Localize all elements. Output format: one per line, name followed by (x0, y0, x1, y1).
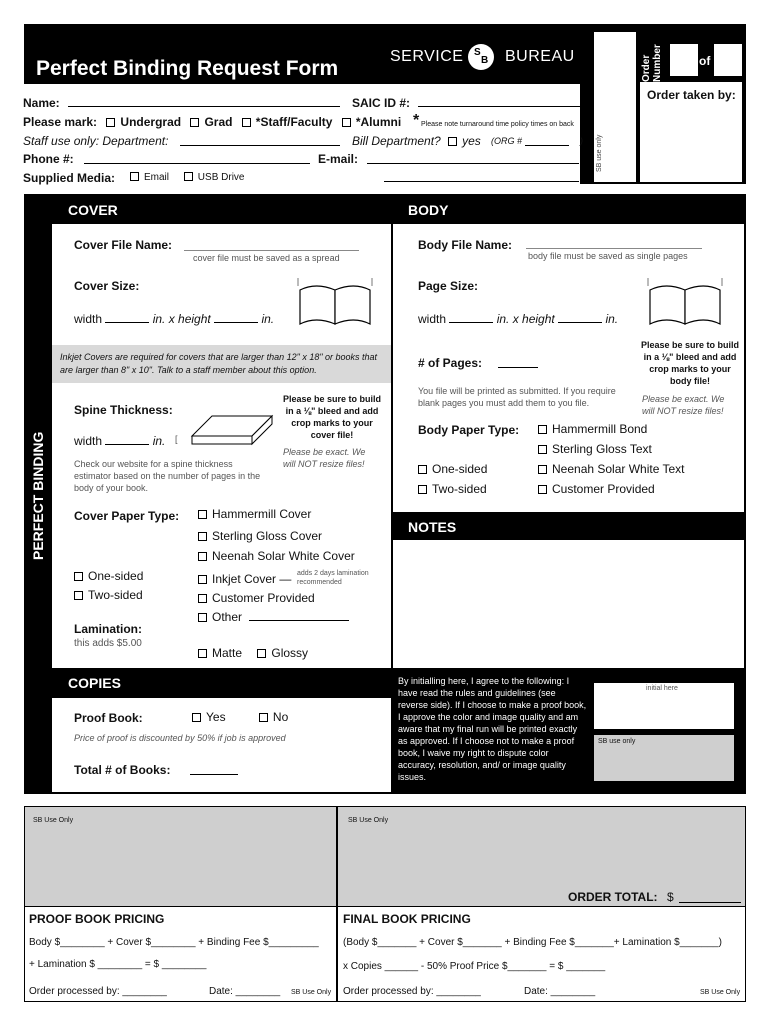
cover-paper-neenah (198, 549, 355, 563)
staff-label: *Staff/Faculty (255, 115, 333, 129)
sb-logo-icon (468, 44, 494, 70)
cover-neenah-label: Neenah Solar White Cover (212, 549, 355, 563)
logo-bureau: BUREAU (505, 48, 575, 65)
alumni-label: *Alumni (355, 115, 402, 129)
page-width-field[interactable] (449, 322, 493, 323)
cover-height-label: in. x height (152, 312, 211, 326)
cover-paper-customer (198, 591, 315, 605)
bill-dept-label: Bill Department? (352, 134, 441, 148)
spine-label: Spine Thickness: (74, 403, 173, 417)
cover-inkjet-label: Inkjet Cover — (212, 572, 292, 586)
sb-use-small-right: SB Use Only (700, 989, 741, 996)
processed-by-right: Order processed by: ________ (343, 986, 481, 997)
proof-no-label: No (272, 710, 289, 724)
proof-book-options (192, 710, 288, 724)
cover-two-sided-checkbox[interactable] (74, 591, 83, 600)
org-field[interactable] (525, 145, 569, 146)
email-label: E-mail: (318, 152, 359, 166)
sb-use-left-label: SB Use Only (33, 817, 74, 824)
cover-two-sided-label: Two-sided (88, 588, 143, 602)
please-mark-label: Please mark: (23, 115, 98, 129)
page-height-label: in. x height (496, 312, 555, 326)
body-neenah-label: Neenah Solar White Text (552, 462, 685, 476)
cover-heading: COVER (68, 202, 118, 218)
cover-other-checkbox[interactable] (198, 613, 207, 622)
body-sterling-checkbox[interactable] (538, 445, 547, 454)
open-book-icon (294, 276, 376, 328)
lamination-note: this adds $5.00 (74, 638, 142, 649)
cover-other-field[interactable] (249, 620, 349, 621)
page-size-label: Page Size: (418, 279, 479, 293)
page-size-row (418, 312, 618, 326)
processed-by-left: Order processed by: ________ (29, 986, 167, 997)
body-customer-label: Customer Provided (552, 482, 655, 496)
of-label: of (699, 54, 711, 68)
cover-hammermill-label: Hammermill Cover (212, 507, 312, 521)
media-usb-label: USB Drive (197, 172, 245, 183)
cover-one-sided-checkbox[interactable] (74, 572, 83, 581)
body-one-sided-checkbox[interactable] (418, 465, 427, 474)
cover-height-field[interactable] (214, 322, 258, 323)
body-paper-customer (538, 482, 655, 496)
body-sterling-label: Sterling Gloss Text (552, 442, 652, 456)
saic-label: SAIC ID #: (352, 96, 411, 110)
grad-checkbox[interactable] (190, 118, 199, 127)
cover-paper-inkjet (198, 572, 291, 586)
please-mark-row (23, 115, 401, 129)
pricing-hline (25, 906, 745, 907)
notes-area[interactable] (393, 540, 744, 668)
final-pricing-heading: FINAL BOOK PRICING (343, 912, 471, 926)
spine-width-field[interactable] (105, 444, 149, 445)
turnaround-note: Please note turnaround time policy times on back (421, 121, 574, 128)
logo-service: SERVICE (390, 48, 464, 65)
cover-width-field[interactable] (105, 322, 149, 323)
body-hammermill-checkbox[interactable] (538, 425, 547, 434)
body-paper-hammermill (538, 422, 647, 436)
cover-height-unit: in. (261, 312, 275, 326)
body-print-note: You file will be printed as submitted. If you require blank pages you must add them to you file. (418, 386, 616, 408)
cover-sterling-checkbox[interactable] (198, 532, 207, 541)
spine-width-unit: in. (152, 434, 166, 448)
body-file-field[interactable] (526, 248, 702, 249)
body-customer-checkbox[interactable] (538, 485, 547, 494)
initial-here: initial here (646, 685, 678, 692)
pages-field[interactable] (498, 367, 538, 368)
cover-other-label: Other (212, 610, 243, 624)
order-total-dollar: $ (667, 890, 674, 904)
org-label: (ORG # (491, 136, 523, 146)
copies-heading: COPIES (68, 675, 121, 691)
total-books-label: Total # of Books: (74, 763, 171, 777)
order-number-box[interactable] (670, 44, 698, 76)
body-two-sided (418, 482, 487, 496)
staff-dept-field[interactable] (180, 145, 340, 146)
bill-yes-checkbox[interactable] (448, 137, 457, 146)
side-label-wrap (30, 432, 46, 560)
cover-file-field[interactable] (184, 250, 359, 251)
cover-width-label: width (74, 312, 103, 326)
spine-bracket: [ (175, 434, 178, 444)
sb-use-only-vertical (596, 135, 603, 172)
bill-yes-label: yes (462, 134, 481, 148)
lamination-label: Lamination: (74, 622, 142, 636)
sb-use-only-vertical-text: SB use only (596, 134, 603, 172)
final-pricing-line1: (Body $_______ + Cover $_______ + Binding Fee $_______+ Lamination $_______) (343, 937, 722, 948)
order-total-box[interactable] (714, 44, 742, 76)
order-total-label: ORDER TOTAL: (568, 890, 658, 904)
page-title: Perfect Binding Request Form (36, 57, 339, 80)
body-one-sided (418, 462, 487, 476)
glossy-label: Glossy (271, 646, 309, 660)
cover-file-label: Cover File Name: (74, 238, 173, 252)
alumni-checkbox[interactable] (342, 118, 351, 127)
spine-width-label: width (74, 434, 103, 448)
date-right: Date: ________ (524, 986, 596, 997)
perfect-binding-label: PERFECT BINDING (30, 431, 46, 560)
org-close: ) (580, 136, 583, 146)
body-two-sided-checkbox[interactable] (418, 485, 427, 494)
cover-customer-checkbox[interactable] (198, 594, 207, 603)
glossy-checkbox[interactable] (257, 649, 266, 658)
body-file-label: Body File Name: (418, 238, 513, 252)
phone-label: Phone #: (23, 152, 74, 166)
order-taken-label: Order taken by: (647, 88, 736, 102)
logo-letter-s: S (474, 47, 481, 58)
book-spine-icon (190, 414, 274, 450)
proof-no-checkbox[interactable] (259, 713, 268, 722)
proof-pricing-heading: PROOF BOOK PRICING (29, 912, 165, 926)
media-email-checkbox[interactable] (130, 172, 139, 181)
body-exact-note: Please be exact. We will NOT resize files! (642, 394, 725, 416)
phone-field[interactable] (84, 163, 310, 164)
sb-use-small-left: SB Use Only (291, 989, 332, 996)
asterisk: * (413, 112, 420, 129)
sb-use-right-label: SB Use Only (348, 817, 389, 824)
body-paper-neenah (538, 462, 685, 476)
bill-dept-row (352, 134, 481, 148)
cover-paper-label: Cover Paper Type: (74, 509, 180, 523)
body-heading: BODY (408, 202, 449, 218)
spine-width-row (74, 434, 165, 448)
undergrad-checkbox[interactable] (106, 118, 115, 127)
matte-label: Matte (212, 646, 243, 660)
name-label: Name: (23, 96, 60, 110)
body-file-hint: body file must be saved as single pages (528, 251, 688, 261)
proof-book-label: Proof Book: (74, 711, 143, 725)
proof-note: Price of proof is discounted by 50% if job is approved (74, 733, 286, 743)
body-one-sided-label: One-sided (432, 462, 488, 476)
media-options (130, 172, 244, 183)
cover-sterling-label: Sterling Gloss Cover (212, 529, 323, 543)
body-neenah-checkbox[interactable] (538, 465, 547, 474)
order-number-label (641, 22, 663, 82)
saic-field[interactable] (418, 106, 582, 107)
cover-customer-label: Customer Provided (212, 591, 315, 605)
proof-pricing-line2: + Lamination $ ________ = $ ________ (29, 959, 207, 970)
cover-two-sided (74, 588, 143, 602)
pages-label: # of Pages: (418, 356, 483, 370)
inkjet-note: Inkjet Covers are required for covers that are larger than 12" x 18" or books that are larger than 8" x 10". Talk to a staff member about this option. (52, 345, 391, 383)
media-label: Supplied Media: (23, 171, 116, 185)
order-total-field[interactable] (679, 902, 741, 903)
cover-paper-other (198, 610, 349, 624)
cover-one-sided (74, 569, 143, 583)
staff-dept-label: Staff use only: Department: (23, 134, 169, 148)
undergrad-label: Undergrad (120, 115, 182, 129)
media-usb-checkbox[interactable] (184, 172, 193, 181)
proof-yes-label: Yes (206, 710, 226, 724)
body-crop-note: Please be sure to build in a ⅛" bleed and add crop marks to your body file! (640, 340, 740, 386)
inkjet-adds-note: adds 2 days lamination recommended (297, 570, 369, 586)
open-book-icon-body (644, 276, 726, 328)
page-height-unit: in. (605, 312, 619, 326)
total-books-field[interactable] (190, 774, 238, 775)
media-field[interactable] (384, 181, 579, 182)
cover-hammermill-checkbox[interactable] (198, 510, 207, 519)
staff-checkbox[interactable] (242, 118, 251, 127)
cover-neenah-checkbox[interactable] (198, 552, 207, 561)
name-field[interactable] (68, 106, 340, 107)
cover-file-hint: cover file must be saved as a spread (193, 253, 340, 263)
body-hammermill-label: Hammermill Bond (552, 422, 648, 436)
grad-label: Grad (204, 115, 233, 129)
body-two-sided-label: Two-sided (432, 482, 487, 496)
date-left: Date: ________ (209, 986, 281, 997)
order-number-text: Order Number (641, 44, 663, 82)
pricing-divider (336, 807, 338, 1001)
cover-exact-note: Please be exact. We will NOT resize files! (283, 447, 366, 469)
body-paper-sterling (538, 442, 652, 456)
proof-pricing-line1: Body $________ + Cover $________ + Binding Fee $_________ (29, 937, 319, 948)
cover-paper-sterling (198, 529, 322, 543)
notes-heading: NOTES (408, 519, 457, 535)
lamination-options (198, 646, 308, 660)
logo-letter-b: B (481, 55, 489, 66)
cover-inkjet-checkbox[interactable] (198, 575, 207, 584)
sb-use-initial-label: SB use only (598, 738, 636, 745)
page-height-field[interactable] (558, 322, 602, 323)
body-paper-label: Body Paper Type: (418, 423, 520, 437)
cover-size-label: Cover Size: (74, 279, 140, 293)
sb-use-right-area (338, 807, 745, 907)
cover-crop-note: Please be sure to build in a ⅛" bleed and add crop marks to your cover file! (282, 394, 382, 440)
matte-checkbox[interactable] (198, 649, 207, 658)
spine-help: Check our website for a spine thickness estimator based on the number of pages in the body of your book. (74, 459, 261, 493)
email-field[interactable] (367, 163, 579, 164)
cover-size-row (74, 312, 274, 326)
proof-yes-checkbox[interactable] (192, 713, 201, 722)
cover-one-sided-label: One-sided (88, 569, 144, 583)
media-email-label: Email (144, 172, 170, 183)
final-pricing-line2: x Copies ______ - 50% Proof Price $_______ = $ _______ (343, 961, 606, 972)
page-width-label: width (418, 312, 447, 326)
cover-paper-hammermill (198, 507, 311, 521)
agreement-text: By initialling here, I agree to the following: I have read the rules and guidelines (see reverse side). If I choose to make a proof book, I approve the color and image quality and am aware that my final run will be printed exactly as approved. If I choose not to make a proof book, I waive my right to dispute color accuracy, resolution, and/ or image quality issues. (398, 676, 587, 782)
